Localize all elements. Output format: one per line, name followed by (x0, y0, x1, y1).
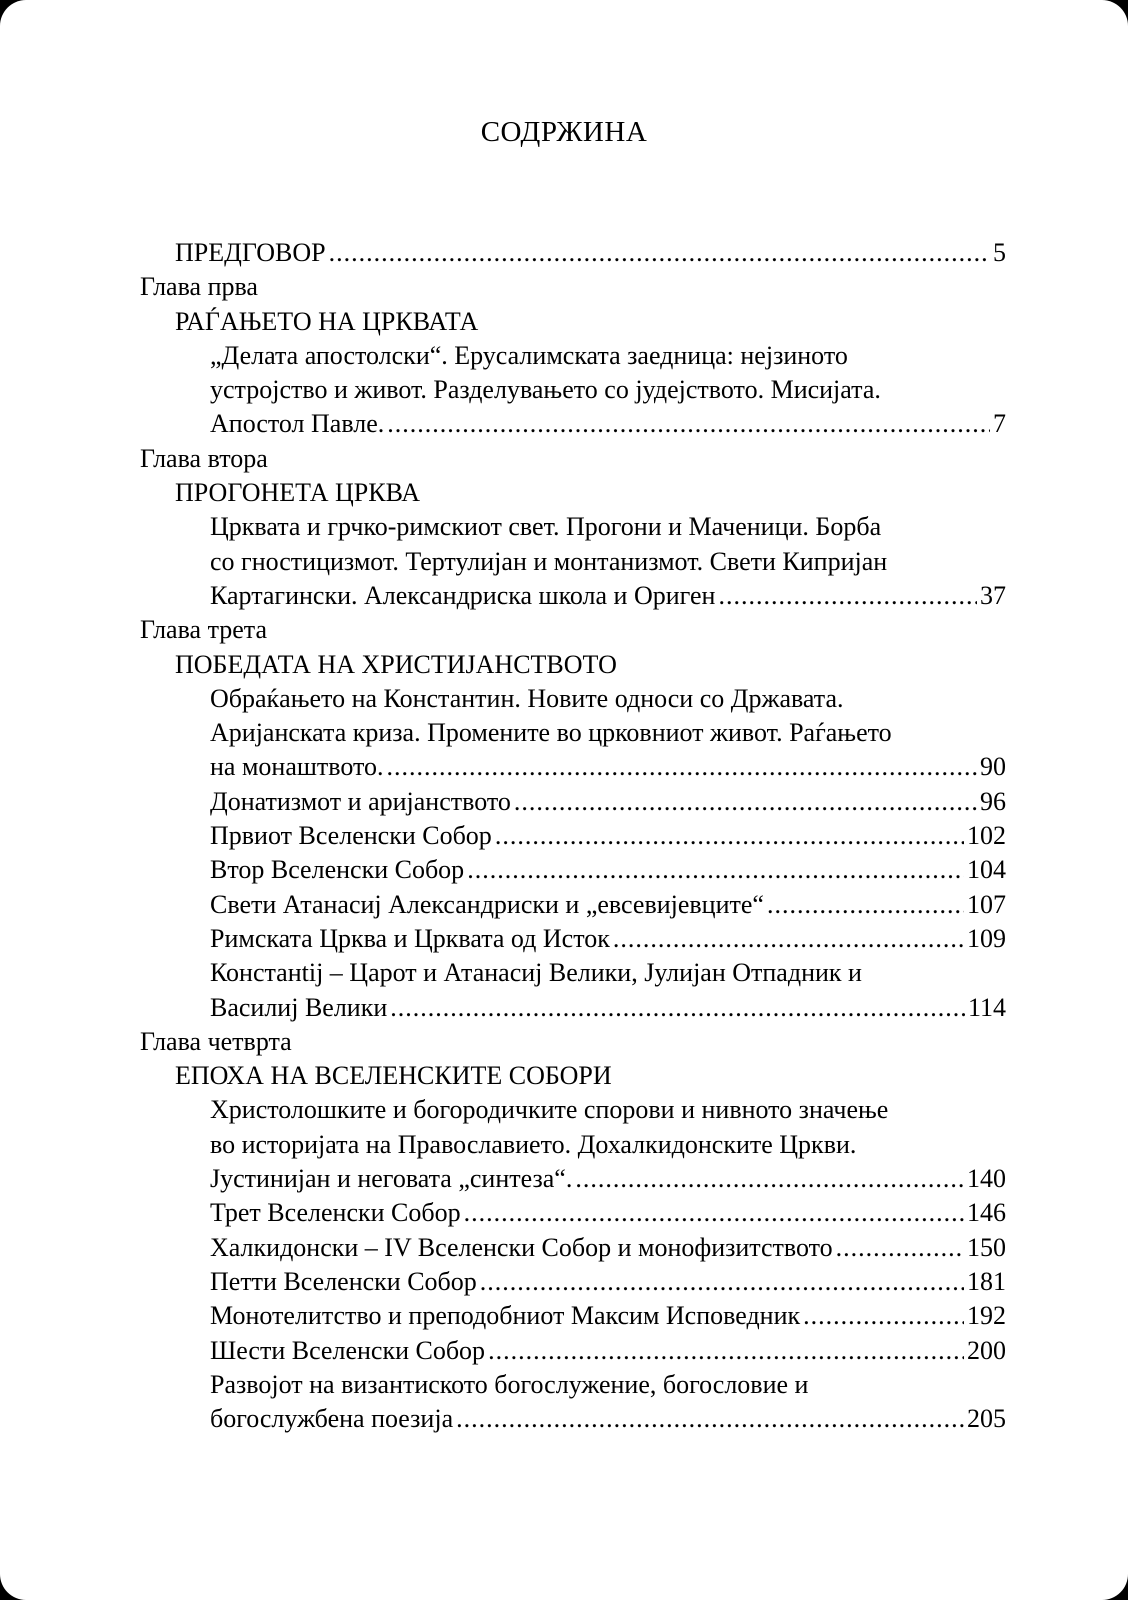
toc-entry-text: Петти Вселенски Собор (210, 1266, 477, 1296)
chapter-heading: ЕПОХА НА ВСЕЛЕНСКИТЕ СОБОРИ (175, 1061, 612, 1091)
chapter-label: Глава четврта (140, 1026, 292, 1056)
dot-leader (836, 1231, 964, 1265)
toc-entry-line: со гностицизмот. Тертулијан и монтанизмот. Свети Кипријан (210, 546, 888, 576)
dot-leader (575, 1162, 964, 1196)
toc-leader (210, 1402, 1006, 1436)
toc-page-number: 192 (967, 1301, 1006, 1331)
toc-leader (210, 888, 1006, 922)
toc-leader (175, 236, 1006, 270)
toc-entry-text: Монотелитство и преподобниот Максим Исповедник (210, 1301, 801, 1331)
toc-entry-line: во историјата на Православието. Дохалкидонските Цркви. (210, 1129, 857, 1159)
toc-entry-line: Обраќањето на Константин. Новите односи со Државата. (210, 683, 844, 713)
toc-entry (0, 1265, 1128, 1299)
toc-entry-line: „Делата апостолски“. Ерусалимската заедница: нејзиното (210, 340, 848, 370)
toc-entry-text: Шести Вселенски Собор (210, 1335, 486, 1365)
toc-leader (210, 1196, 1006, 1230)
toc-entry-text: богослужбена поезија (210, 1404, 454, 1434)
toc-entry-text: Трет Вселенски Собор (210, 1198, 461, 1228)
toc-page-number: 181 (967, 1266, 1006, 1296)
toc-entry-text: Василиј Велики (210, 992, 388, 1022)
dot-leader (718, 579, 977, 613)
toc-page-number: 140 (967, 1164, 1006, 1194)
chapter-label: Глава трета (140, 615, 268, 645)
toc-page-number: 114 (967, 992, 1006, 1022)
toc-entry-text: Халкидонски – IV Вселенски Собор и монофизитството (210, 1232, 833, 1262)
toc-page-number: 102 (967, 821, 1006, 851)
dot-leader (456, 1402, 964, 1436)
toc-entry-line: Христолошките и богородичките спорови и нивното значење (210, 1095, 889, 1125)
dot-leader (464, 1196, 964, 1230)
dot-leader (387, 407, 990, 441)
toc-entry-text: Картагински. Александриска школа и Ориген (210, 580, 716, 610)
toc-page-number: 96 (980, 786, 1006, 816)
dot-leader (390, 991, 965, 1025)
toc-entry-text: на монаштвото. (210, 752, 384, 782)
dot-leader (495, 819, 964, 853)
toc-entry-line: Констанtij – Царот и Атанасиј Велики, Јулијан Отпадник и (210, 958, 862, 988)
toc-leader (210, 1265, 1006, 1299)
dot-leader (329, 236, 990, 270)
toc-entry-text: Јустинијан и неговата „синтеза“. (210, 1164, 573, 1194)
toc-page-number: 146 (967, 1198, 1006, 1228)
toc-entry (0, 1334, 1128, 1368)
dot-leader (488, 1334, 964, 1368)
toc-entry (0, 991, 1128, 1025)
dot-leader (387, 750, 977, 784)
dot-leader (803, 1299, 964, 1333)
toc-entry-text: Римската Црква и Црквата од Исток (210, 923, 610, 953)
chapter-label: Глава прва (140, 272, 258, 302)
toc-leader (210, 1231, 1006, 1265)
toc-page-number: 200 (967, 1335, 1006, 1365)
toc-preface-line (0, 236, 1128, 270)
toc-leader (210, 1162, 1006, 1196)
toc-leader (210, 991, 1006, 1025)
toc-leader (210, 1299, 1006, 1333)
toc-page-number: 150 (967, 1232, 1006, 1262)
dot-leader (480, 1265, 964, 1299)
toc-preface-text: ПРЕДГОВОР (175, 238, 326, 267)
toc-leader (210, 785, 1006, 819)
chapter-heading: ПОБЕДАТА НА ХРИСТИЈАНСТВОТО (175, 649, 617, 679)
toc-leader (210, 819, 1006, 853)
toc-leader (210, 750, 1006, 784)
toc-entry-line: Развојот на византиското богослужение, богословие и (210, 1369, 809, 1399)
chapter-heading: РАЃАЊЕТО НА ЦРКВАТА (175, 306, 479, 336)
toc-entry (0, 888, 1128, 922)
toc-entry-line: устројство и живот. Разделувањето со јудејството. Мисијата. (210, 375, 881, 405)
toc-entry-text: Втор Вселенски Собор (210, 855, 465, 885)
page-title: СОДРЖИНА (480, 116, 648, 148)
toc-entry (0, 1231, 1128, 1265)
toc-page-number: 109 (967, 923, 1006, 953)
dot-leader (467, 853, 964, 887)
toc-entry-text: Свети Атанасиј Александриски и „евсевијевците“ (210, 889, 764, 919)
toc-page-number: 7 (993, 409, 1006, 439)
toc-entry (0, 579, 1128, 613)
toc-entry-line: Аријанската криза. Промените во црковниот живот. Раѓањето (210, 718, 892, 748)
dot-leader (767, 888, 964, 922)
toc-entry-text: Првиот Вселенски Собор (210, 821, 492, 851)
toc-page-number: 90 (980, 752, 1006, 782)
toc-entry (0, 407, 1128, 441)
toc-entry (0, 1162, 1128, 1196)
toc-leader (210, 407, 1006, 441)
toc-page-number: 37 (980, 580, 1006, 610)
toc-leader (210, 579, 1006, 613)
toc-entry (0, 922, 1128, 956)
toc-leader (210, 1334, 1006, 1368)
toc-leader (210, 853, 1006, 887)
toc-entry (0, 1402, 1128, 1436)
toc-entry-line: Црквата и грчко-римскиот свет. Прогони и Маченици. Борба (210, 512, 882, 542)
toc-entry-text: Апостол Павле. (210, 409, 385, 439)
toc-entry (0, 1299, 1128, 1333)
chapter-heading: ПРОГОНЕТА ЦРКВА (175, 478, 421, 508)
toc-entry (0, 853, 1128, 887)
toc-page-number: 205 (967, 1404, 1006, 1434)
dot-leader (613, 922, 964, 956)
toc-entry (0, 1196, 1128, 1230)
toc-page-number: 104 (967, 855, 1006, 885)
toc-entry-text: Донатизмот и аријанството (210, 786, 511, 816)
chapter-label: Глава втора (140, 443, 268, 473)
toc-entry (0, 785, 1128, 819)
toc-entry (0, 750, 1128, 784)
toc-leader (210, 922, 1006, 956)
dot-leader (514, 785, 977, 819)
toc-page-number: 5 (993, 238, 1006, 267)
toc-page-number: 107 (967, 889, 1006, 919)
table-of-contents (0, 236, 1128, 1436)
toc-entry (0, 819, 1128, 853)
